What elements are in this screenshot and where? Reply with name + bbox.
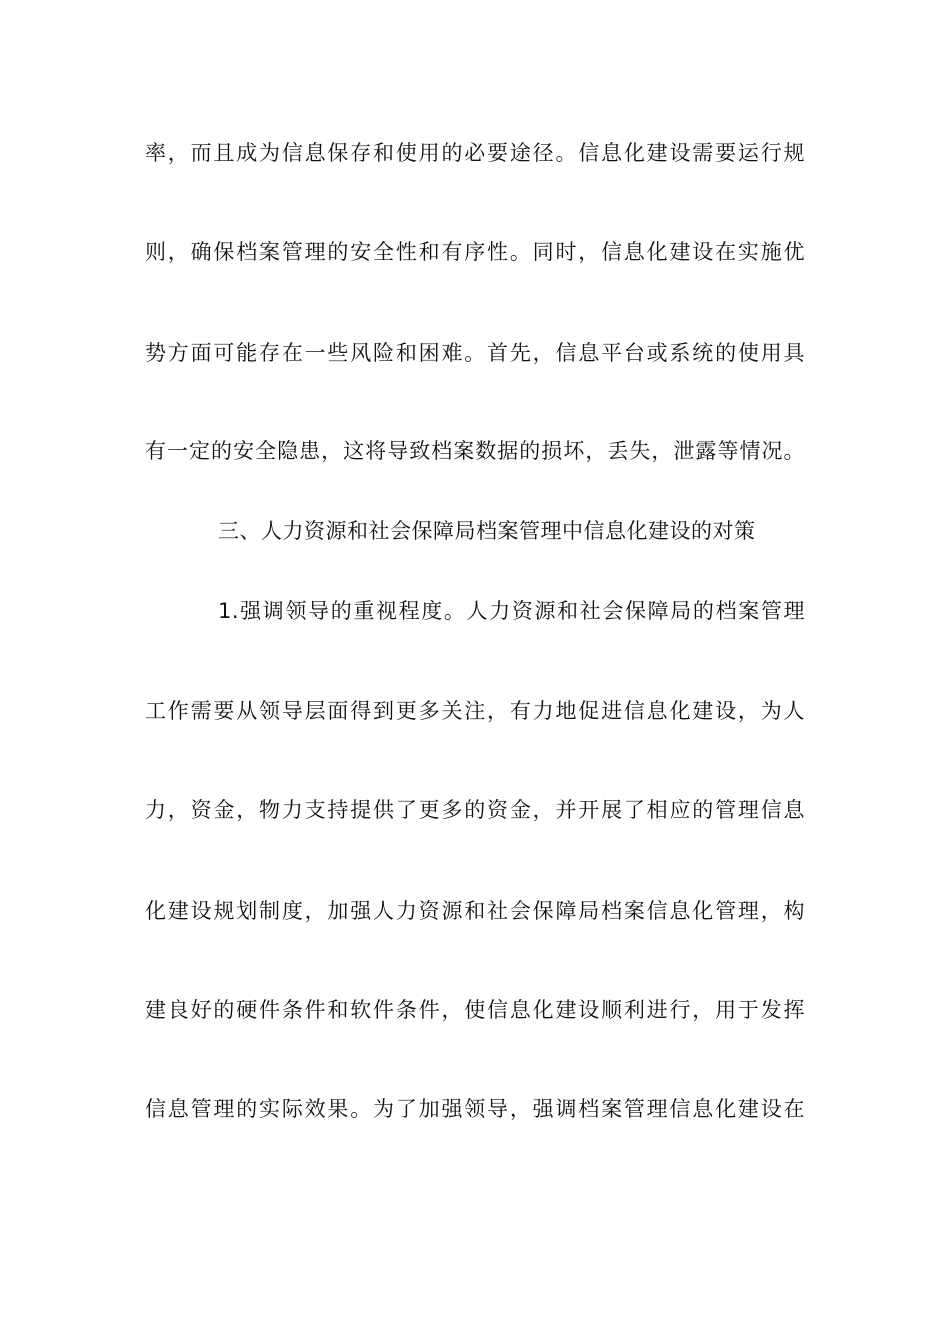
paragraph-line: 工作需要从领导层面得到更多关注，有力地促进信息化建设，为人 xyxy=(145,699,805,723)
paragraph-line: 率，而且成为信息保存和使用的必要途径。信息化建设需要运行规 xyxy=(145,141,805,165)
paragraph-line: 有一定的安全隐患，这将导致档案数据的损坏，丢失，泄露等情况。 xyxy=(145,439,805,463)
paragraph-first-line: 1.强调领导的重视程度。人力资源和社会保障局的档案管理 xyxy=(218,599,805,623)
paragraph-line: 则，确保档案管理的安全性和有序性。同时，信息化建设在实施优 xyxy=(145,240,805,264)
paragraph-line: 势方面可能存在一些风险和困难。首先，信息平台或系统的使用具 xyxy=(145,341,805,365)
paragraph-line: 信息管理的实际效果。为了加强领导，强调档案管理信息化建设在 xyxy=(145,1097,805,1121)
paragraph-line: 建良好的硬件条件和软件条件，使信息化建设顺利进行，用于发挥 xyxy=(145,998,805,1022)
paragraph-line: 力，资金，物力支持提供了更多的资金，并开展了相应的管理信息 xyxy=(145,798,805,822)
section-heading: 三、人力资源和社会保障局档案管理中信息化建设的对策 xyxy=(218,519,756,543)
paragraph-line: 化建设规划制度，加强人力资源和社会保障局档案信息化管理，构 xyxy=(145,899,805,923)
